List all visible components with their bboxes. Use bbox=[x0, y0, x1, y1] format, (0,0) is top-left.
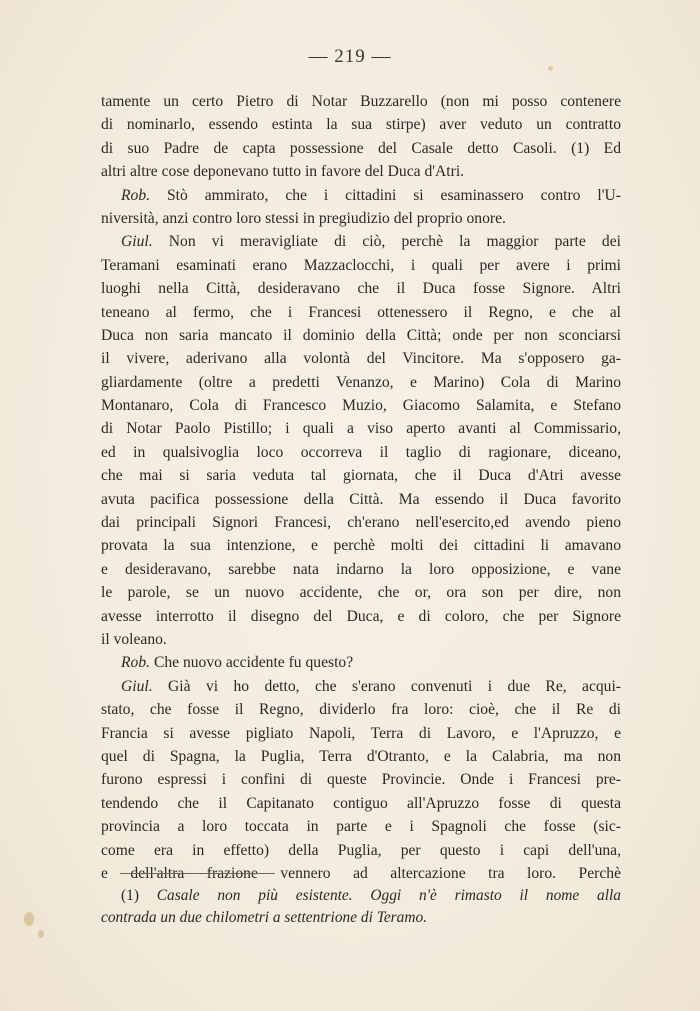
speaker-label: Rob. bbox=[121, 654, 151, 672]
text-line bbox=[101, 768, 621, 791]
text-line bbox=[101, 160, 621, 183]
line-text: e desideravano, sarebbe nata indarno la loro opposizione, e vane bbox=[101, 560, 621, 578]
text-line bbox=[101, 815, 621, 838]
footnote-text-2: contrada un due chilometri a settentrione di Teramo. bbox=[101, 909, 428, 926]
footnote-marker: (1) bbox=[121, 887, 139, 904]
line-text: stato, che fosse il Regno, dividerlo fra loro: cioè, che il Re di bbox=[101, 701, 621, 719]
text-line bbox=[101, 184, 621, 207]
text-line bbox=[101, 792, 621, 815]
line-text: di nominarlo, essendo estinta la sua stirpe) aver veduto un contratto bbox=[101, 116, 621, 134]
line-text: teneano al fermo, che i Francesi ottenessero il Regno, e che al bbox=[101, 303, 621, 321]
line-text: niversità, anzi contro loro stessi in pregiudizio del proprio onore. bbox=[101, 209, 506, 227]
text-line bbox=[101, 417, 621, 440]
text-line bbox=[101, 488, 621, 511]
line-text: il voleano. bbox=[101, 630, 167, 648]
page-number: — 219 — bbox=[308, 46, 392, 67]
line-text: avuta pacifica possessione della Città. Ma essendo il Duca favorito bbox=[101, 490, 621, 508]
text-line bbox=[101, 464, 621, 487]
line-text: Teramani esaminati erano Mazzaclocchi, i quali per avere i primi bbox=[101, 256, 621, 274]
text-line bbox=[101, 137, 621, 160]
line-text: Duca non saria mancato il dominio della Città; onde per non sconciarsi bbox=[101, 326, 621, 344]
paper-stain bbox=[38, 930, 44, 938]
text-line bbox=[101, 207, 621, 230]
line-text: provata la sua intenzione, e perchè molti dei cittadini li amavano bbox=[101, 537, 621, 555]
text-line bbox=[101, 722, 621, 745]
footnote-line-2 bbox=[101, 907, 621, 929]
line-text: gliardamente (oltre a predetti Venanzo, e Marino) Cola di Marino bbox=[101, 373, 621, 391]
text-line bbox=[101, 301, 621, 324]
text-line bbox=[101, 675, 621, 698]
paper-stain bbox=[548, 66, 553, 71]
line-text: di Notar Paolo Pistillo; i quali a viso aperto avanti al Commissario, bbox=[101, 420, 621, 438]
line-text: Non vi meravigliate di ciò, perchè la maggior parte dei bbox=[168, 233, 621, 251]
line-text: che mai si saria veduta tal giornata, che il Duca d'Atri avesse bbox=[101, 467, 621, 485]
text-line bbox=[101, 534, 621, 557]
line-text: di suo Padre de capta possessione del Casale detto Casoli. (1) Ed bbox=[101, 139, 621, 157]
text-line bbox=[101, 605, 621, 628]
text-line bbox=[101, 839, 621, 862]
text-line bbox=[101, 90, 621, 113]
text-line bbox=[101, 324, 621, 347]
line-text: provincia a loro toccata in parte e i Spagnoli che fosse (sic- bbox=[101, 818, 621, 836]
text-line bbox=[101, 230, 621, 253]
line-text: Che nuovo accidente fu questo? bbox=[153, 654, 354, 672]
footnote-divider bbox=[120, 873, 275, 874]
text-line bbox=[101, 441, 621, 464]
line-text: furono espressi i confini di queste Provincie. Onde i Francesi pre- bbox=[101, 771, 621, 789]
text-line bbox=[101, 745, 621, 768]
text-line bbox=[101, 651, 621, 674]
text-line bbox=[101, 277, 621, 300]
footnote-text-1: Casale non più esistente. Oggi n'è rimasto il nome alla bbox=[156, 887, 621, 904]
text-line bbox=[101, 558, 621, 581]
text-line bbox=[101, 347, 621, 370]
line-text: il vivere, aderivano alla volontà del Vincitore. Ma s'opposero ga- bbox=[101, 350, 621, 368]
line-text: tendendo che il Capitanato contiguo all'Apruzzo fosse di questa bbox=[101, 794, 621, 812]
line-text: Francia si avesse pigliato Napoli, Terra di Lavoro, e l'Apruzzo, e bbox=[101, 724, 621, 742]
line-text: avesse interrotto il disegno del Duca, e di coloro, che per Signore bbox=[101, 607, 621, 625]
text-line bbox=[101, 113, 621, 136]
line-text: tamente un certo Pietro di Notar Buzzarello (non mi posso contenere bbox=[101, 93, 621, 110]
body-text bbox=[101, 90, 621, 885]
text-line bbox=[101, 254, 621, 277]
line-text: altri altre cose deponevano tutto in favore del Duca d'Atri. bbox=[101, 163, 465, 181]
line-text: Stò ammirato, che i cittadini si esaminassero contro l'U- bbox=[166, 186, 622, 204]
speaker-label: Giul. bbox=[121, 677, 153, 695]
line-text: Montanaro, Cola di Francesco Muzio, Giacomo Salamita, e Stefano bbox=[101, 397, 621, 415]
line-text: e dell'altra frazione vennero ad altercazione tra loro. Perchè bbox=[101, 864, 621, 882]
text-line bbox=[101, 371, 621, 394]
line-text: ed in qualsivoglia loco occorreva il taglio di ragionare, diceano, bbox=[101, 443, 621, 461]
footnote-line-1 bbox=[101, 885, 621, 907]
text-line bbox=[101, 698, 621, 721]
line-text: dai principali Signori Francesi, ch'erano nell'esercito,ed avendo pieno bbox=[101, 514, 621, 532]
text-line bbox=[101, 511, 621, 534]
line-text: come era in effetto) della Puglia, per questo i capi dell'una, bbox=[101, 841, 621, 859]
line-text: quel di Spagna, la Puglia, Terra d'Otranto, e la Calabria, ma non bbox=[101, 747, 621, 765]
line-text: Già vi ho detto, che s'erano convenuti i due Re, acqui- bbox=[168, 677, 621, 695]
speaker-label: Giul. bbox=[121, 233, 153, 251]
line-text: luoghi nella Città, desideravano che il Duca fosse Signore. Altri bbox=[101, 280, 621, 298]
text-line bbox=[101, 394, 621, 417]
line-text: le parole, se un nuovo accidente, che or, ora son per dire, non bbox=[101, 584, 621, 602]
text-line bbox=[101, 581, 621, 604]
speaker-label: Rob. bbox=[121, 186, 151, 204]
paper-stain bbox=[24, 912, 34, 926]
footnote bbox=[101, 885, 621, 929]
text-line bbox=[101, 628, 621, 651]
